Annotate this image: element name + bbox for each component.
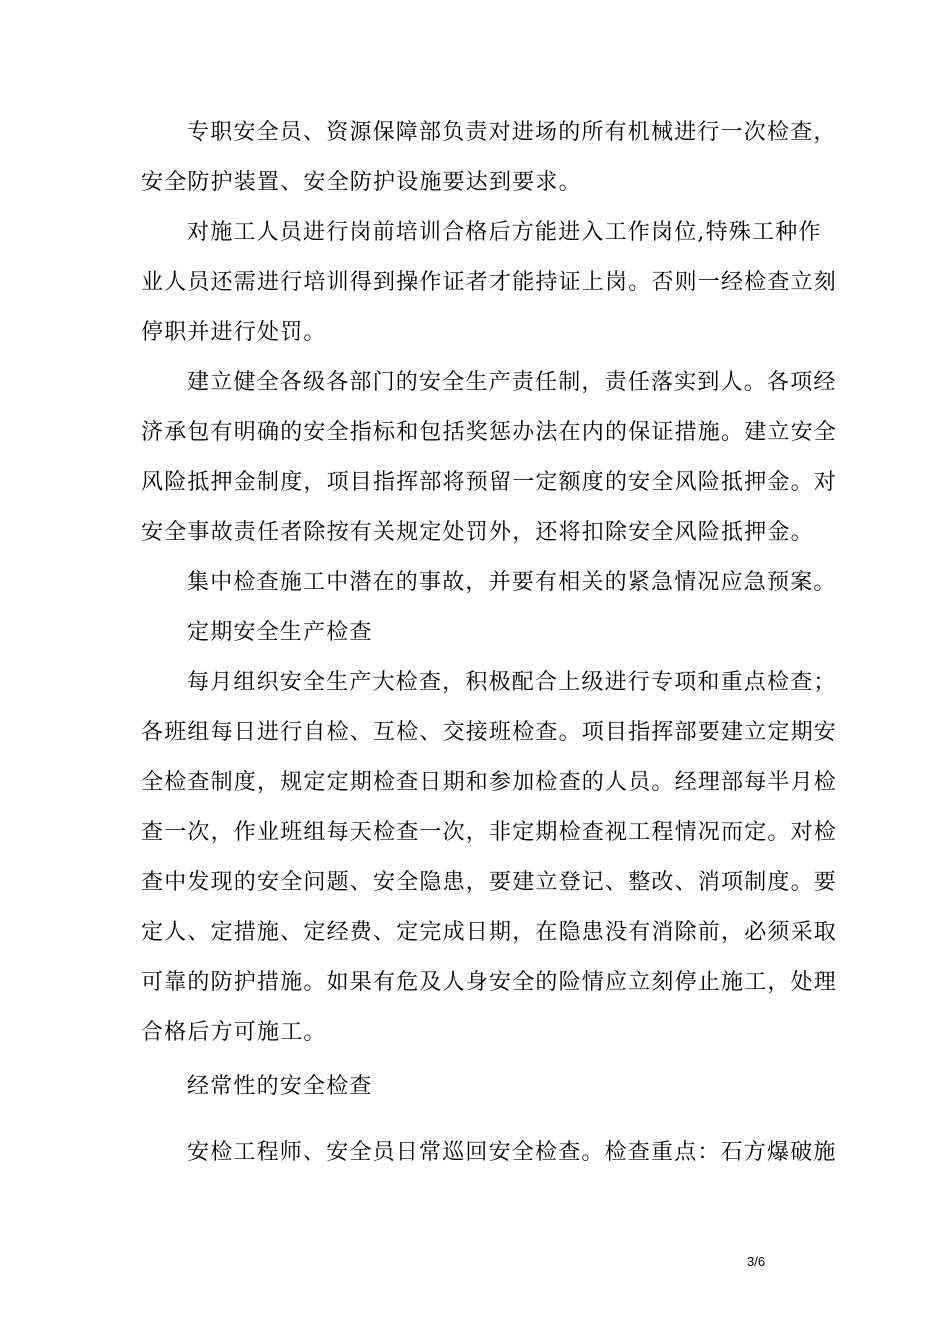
paragraph-1-line-1: 专职安全员、资源保障部负责对进场的所有机械进行一次检查， [187,120,837,145]
paragraph-5-line-5: 查中发现的安全问题、安全隐患，要建立登记、整改、消项制度。要 [141,870,838,895]
paragraph-5-line-4: 查一次，作业班组每天检查一次，非定期检查视工程情况而定。对检 [141,820,838,845]
paragraph-3-line-3: 风险抵押金制度，项目指挥部将预留一定额度的安全风险抵押金。对 [141,470,838,495]
paragraph-5-line-3: 全检查制度，规定定期检查日期和参加检查的人员。经理部每半月检 [141,770,838,795]
paragraph-3-line-1: 建立健全各级各部门的安全生产责任制，责任落实到人。各项经 [187,370,837,395]
section-heading-periodic-check: 定期安全生产检查 [187,620,373,645]
paragraph-1-line-2: 安全防护装置、安全防护设施要达到要求。 [141,170,582,195]
paragraph-2-line-3: 停职并进行处罚。 [141,320,327,345]
paragraph-5-line-8: 合格后方可施工。 [141,1020,327,1045]
paragraph-6-line-1: 安检工程师、安全员日常巡回安全检查。检查重点：石方爆破施 [187,1140,837,1165]
paragraph-5-line-1: 每月组织安全生产大检查，积极配合上级进行专项和重点检查； [187,670,837,695]
paragraph-3-line-2: 济承包有明确的安全指标和包括奖惩办法在内的保证措施。建立安全 [141,420,838,445]
paragraph-5-line-2: 各班组每日进行自检、互检、交接班检查。项目指挥部要建立定期安 [141,720,838,745]
paragraph-5-line-6: 定人、定措施、定经费、定完成日期，在隐患没有消除前，必须采取 [141,920,838,945]
paragraph-2-line-2: 业人员还需进行培训得到操作证者才能持证上岗。否则一经检查立刻 [141,270,838,295]
paragraph-4-line-1: 集中检查施工中潜在的事故，并要有相关的紧急情况应急预案。 [187,570,837,595]
paragraph-3-line-4: 安全事故责任者除按有关规定处罚外，还将扣除安全风险抵押金。 [141,520,814,545]
paragraph-5-line-7: 可靠的防护措施。如果有危及人身安全的险情应立刻停止施工，处理 [141,970,838,995]
section-heading-regular-check: 经常性的安全检查 [187,1074,373,1099]
page-number: 3/6 [747,1254,766,1269]
paragraph-2-line-1: 对施工人员进行岗前培训合格后方能进入工作岗位,特殊工种作 [187,220,822,245]
